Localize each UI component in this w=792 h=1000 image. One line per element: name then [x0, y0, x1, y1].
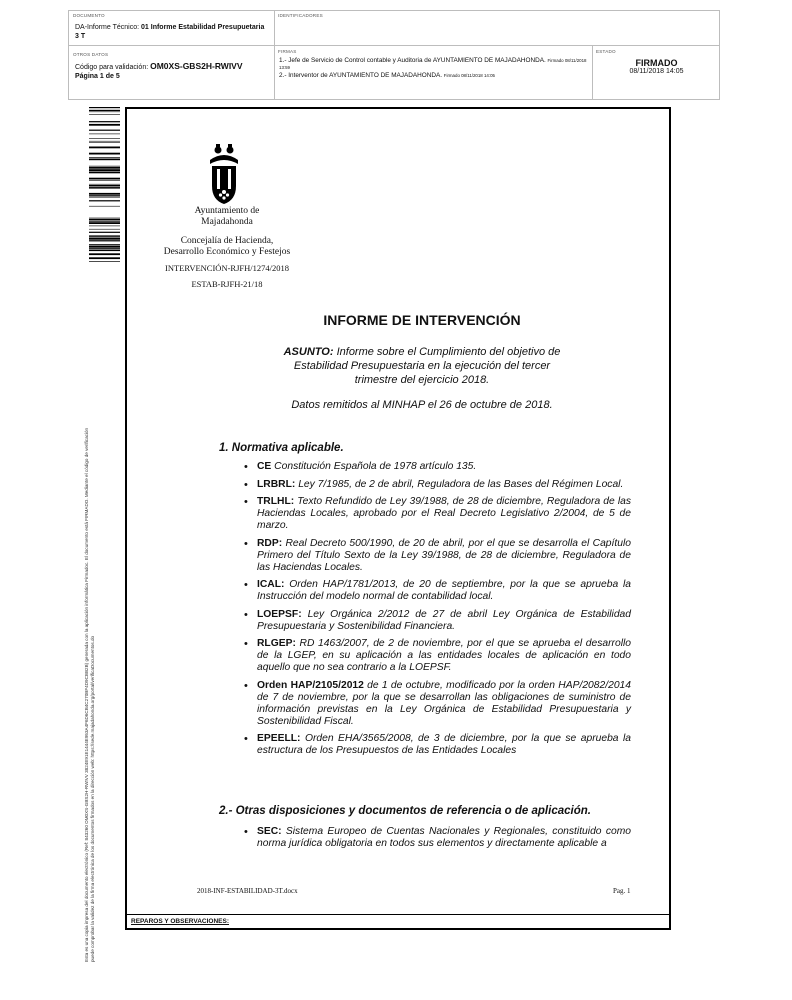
logo-caption	[147, 206, 307, 290]
firma-1-date: Firmado 08/11/2018 13:59	[279, 58, 587, 70]
norm-item	[257, 638, 631, 674]
firma-1	[279, 57, 591, 71]
barcode-bar	[89, 112, 120, 113]
documento-title-prefix: DA-Informe Técnico:	[75, 24, 142, 31]
barcode-bar	[89, 232, 120, 233]
estado-value: FIRMADO	[635, 58, 678, 68]
barcode-bar	[89, 147, 120, 149]
barcode-bar	[89, 134, 120, 135]
identificadores-label: IDENTIFICADORES	[278, 13, 323, 18]
asunto-datos: Datos remitidos al MINHAP el 26 de octubre de 2018.	[291, 399, 553, 411]
firmas-label: FIRMAS	[278, 49, 297, 54]
barcode-bar	[89, 184, 120, 185]
barcode-bar	[89, 167, 120, 169]
barcode-bar	[89, 229, 120, 230]
asunto-text-1: Informe sobre el Cumplimiento del objetivo de	[333, 346, 561, 358]
firma-2-text: 2.- Interventor de AYUNTAMIENTO DE MAJADAHONDA.	[279, 72, 442, 79]
norm-item	[257, 461, 631, 473]
barcode-bar	[89, 130, 120, 131]
norm-item	[257, 496, 631, 532]
firma-2-date: Firmado 08/11/2018 14:05	[443, 73, 495, 78]
barcode-bar	[89, 138, 120, 139]
barcode-bar	[89, 222, 120, 224]
norm-item	[257, 579, 631, 603]
barcode-bar	[89, 240, 120, 241]
norm-item	[257, 609, 631, 633]
header-divider-h	[68, 45, 720, 46]
page-title: INFORME DE INTERVENCIÓN	[323, 312, 521, 328]
sidebar-line-2: puede comprobar la validez de la firma electrónica de los documentos firmados en la dirección web: https://sede.majadahonda.org/portal/verificaDocumentos.do	[90, 635, 95, 962]
norm-text: RD 1463/2007, de 2 de noviembre, por el que se aprueba el desarrollo de la LGEP, en su aplicación a las entidades locales de aplicación en todo aquello que no sea contrario a la LOEPSF.	[257, 638, 631, 673]
barcode-bar	[89, 200, 120, 201]
section-1-list	[257, 461, 631, 763]
barcode-bar	[89, 142, 120, 143]
logo-line-4: Desarrollo Económico y Festejos	[163, 247, 291, 257]
barcode-bar	[89, 221, 120, 222]
barcode-bar	[89, 206, 120, 207]
codigo-prefix: Código para validación:	[75, 64, 151, 71]
document-page	[125, 107, 671, 930]
barcode-bar	[89, 193, 120, 195]
barcode-bar	[89, 236, 120, 237]
norm-code: EPEELL:	[257, 733, 301, 744]
norm-text: Texto Refundido de Ley 39/1988, de 28 de diciembre, Reguladora de las Haciendas Locales, aprobado por el Real Decreto Legislativo 2/2004, de 5 de marzo.	[257, 496, 631, 531]
codigo-value[interactable]: OM0XS-GBS2H-RWIVV	[150, 61, 243, 71]
norm-item	[257, 826, 631, 850]
footer-page: Pag. 1	[613, 887, 631, 895]
norm-text: Constitución Española de 1978 artículo 135.	[271, 461, 477, 472]
estado-label: ESTADO	[596, 49, 616, 54]
barcode-bar	[89, 114, 120, 115]
norm-text: Ley 7/1985, de 2 de abril, Reguladora de las Bases del Régimen Local.	[295, 478, 624, 490]
barcode-bar	[89, 110, 120, 111]
barcode-bar	[89, 226, 120, 227]
logo-line-2: Majadahonda	[201, 217, 253, 227]
logo-ref-1: INTERVENCIÓN-RJFH/1274/2018	[165, 263, 289, 273]
norm-item	[257, 733, 631, 757]
logo-line-3: Concejalía de Hacienda,	[180, 236, 274, 246]
norm-text: de 1 de octubre, modificado por la orden HAP/2082/2014 de 7 de noviembre, por la que se desarrollan las obligaciones de suministro de información previstas en la Ley Orgánica de Estabilidad Presupuestaria y Sostenibilidad Fiscal.	[257, 679, 631, 727]
barcode-bar	[89, 246, 120, 248]
logo-ref-2: ESTAB-RJFH-21/18	[191, 279, 263, 289]
footer-filename: 2018-INF-ESTABILIDAD-3T.docx	[197, 887, 298, 895]
otros-datos-label: OTROS DATOS	[73, 52, 109, 57]
norm-text: Orden HAP/1781/2013, de 20 de septiembre, por la que se aprueba la Instrucción del modelo normal de contabilidad local.	[257, 579, 631, 602]
norm-text: Ley Orgánica 2/2012 de 27 de abril Ley Orgánica de Estabilidad Presupuestaria y Sostenibilidad Financiera.	[257, 608, 631, 632]
barcode-bar	[89, 169, 120, 171]
norm-code: Orden HAP/2105/2012	[257, 679, 364, 691]
barcode-bar	[89, 153, 120, 155]
asunto-line-2: Estabilidad Presupuestaria en la ejecución del tercer	[293, 360, 551, 372]
sidebar-verification-text	[84, 272, 96, 962]
norm-code: RDP:	[257, 537, 283, 549]
codigo-validacion	[75, 62, 275, 72]
barcode-bar	[89, 248, 120, 249]
documento-title	[75, 23, 265, 41]
section-1-title: 1. Normativa aplicable.	[219, 442, 344, 454]
norm-item	[257, 479, 631, 491]
header-divider-v1	[274, 10, 275, 100]
norm-text: Sistema Europeo de Cuentas Nacionales y Regionales, constituido como norma jurídica obligatoria en todos sus elementos y directamente aplicable a	[257, 826, 631, 849]
pagina-count: Página 1 de 5	[75, 73, 120, 80]
norm-item	[257, 538, 631, 574]
barcode-bar	[89, 141, 120, 142]
logo-line-1: Ayuntamiento de	[194, 206, 260, 216]
barcode-bar	[89, 238, 120, 240]
norm-code: SEC:	[257, 826, 282, 837]
norm-code: RLGEP:	[257, 638, 296, 649]
estado-date: 08/11/2018 14:05	[629, 68, 684, 75]
norm-code: TRLHL:	[257, 496, 295, 507]
asunto-label: ASUNTO:	[283, 346, 334, 358]
barcode-bar	[89, 157, 120, 158]
asunto-line-3: trimestre del ejercicio 2018.	[354, 374, 490, 386]
barcode-bar	[89, 219, 120, 220]
asunto-line-1	[247, 345, 597, 359]
barcode-bar	[89, 187, 120, 188]
barcode-image	[89, 107, 120, 262]
barcode-bar	[89, 235, 120, 236]
documento-label: DOCUMENTO	[73, 13, 105, 18]
barcode-bar	[89, 244, 120, 245]
firma-2	[279, 72, 591, 79]
barcode-bar	[89, 188, 120, 189]
documento-title-bold: 01 Informe Estabilidad Presupuetaria 3 T	[75, 24, 265, 40]
coat-of-arms-icon	[206, 142, 242, 206]
section-2-list	[257, 826, 631, 856]
norm-code: ICAL:	[257, 579, 285, 590]
barcode-bar	[89, 166, 120, 167]
sidebar-line-1: Esta es una copia impresa del documento electrónico (Ref: 843260 OM0XS-GBS2H-RWIVV 3824E91E1444E953A4F6D6CB4C270BF4D9CBB2B) generada con la aplicación informática Firmadoc. El documento está FIRMADO. Mediante el código de verificación	[84, 427, 89, 962]
section-2-title: 2.- Otras disposiciones y documentos de referencia o de aplicación.	[219, 805, 591, 817]
norm-code: LRBRL:	[257, 478, 296, 490]
barcode-bar	[89, 185, 120, 186]
norm-text: Orden EHA/3565/2008, de 3 de diciembre, por la que se aprueba la estructura de los Presupuestos de las Entidades Locales	[257, 733, 631, 756]
barcode-bar	[89, 218, 120, 219]
reparos-label: REPAROS Y OBSERVACIONES:	[131, 918, 230, 925]
barcode-bar	[89, 124, 120, 126]
barcode-bar	[89, 178, 120, 180]
norm-text: Real Decreto 500/1990, de 20 de abril, por el que se desarrolla el Capítulo Primero del Título Sexto de la Ley 39/1988, de 28 de diciembre, Reguladora de las Haciendas Locales.	[257, 537, 631, 573]
firma-1-text: 1.- Jefe de Servicio de Control contable y Auditoria de AYUNTAMIENTO DE MAJADAHONDA.	[279, 57, 546, 64]
asunto-block	[247, 345, 597, 412]
barcode-bar	[89, 253, 120, 255]
barcode-bar	[89, 250, 120, 251]
reparos-divider	[127, 914, 669, 915]
barcode-bar	[89, 257, 120, 259]
barcode-bar	[89, 159, 120, 160]
barcode-bar	[89, 197, 120, 198]
barcode-bar	[89, 261, 120, 262]
norm-code: LOEPSF:	[257, 608, 302, 620]
barcode-bar	[89, 121, 120, 122]
barcode-bar	[89, 107, 120, 108]
barcode-bar	[89, 195, 120, 196]
barcode-bar	[89, 180, 120, 181]
norm-code: CE	[257, 461, 272, 472]
barcode-bar	[89, 172, 120, 174]
norm-item	[257, 680, 631, 728]
